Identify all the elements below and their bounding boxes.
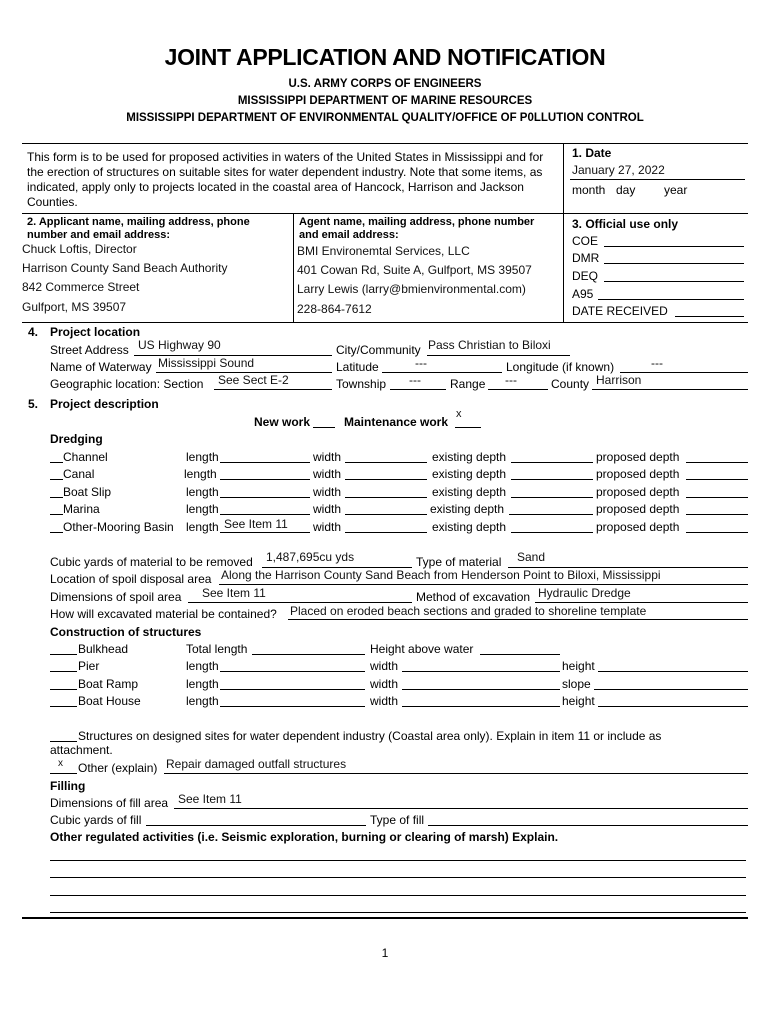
marina-width-label: width bbox=[313, 502, 342, 516]
spoil-location-label: Location of spoil disposal area bbox=[50, 572, 212, 586]
channel-check[interactable] bbox=[50, 462, 63, 463]
applicant-city[interactable]: Gulfport, MS 39507 bbox=[22, 300, 127, 314]
waterway-label: Name of Waterway bbox=[50, 360, 152, 374]
dmr-field[interactable] bbox=[604, 263, 744, 264]
city-label: City/Community bbox=[336, 343, 421, 357]
other-structure-check[interactable] bbox=[50, 773, 77, 774]
section-4-title: Project location bbox=[50, 325, 141, 339]
boat-house-width-label: width bbox=[370, 694, 399, 708]
applicant-top-rule bbox=[22, 213, 748, 214]
applicant-label-1: 2. Applicant name, mailing address, phone bbox=[27, 216, 250, 228]
city-field[interactable] bbox=[427, 355, 570, 356]
boat-ramp-length-label: length bbox=[186, 677, 219, 691]
excavation-method-field[interactable] bbox=[535, 602, 748, 603]
fill-type-label: Type of fill bbox=[370, 813, 425, 827]
a95-field[interactable] bbox=[598, 299, 744, 300]
mooring-basin-length-label: length bbox=[186, 520, 219, 534]
containment-label: How will excavated material be contained? bbox=[50, 607, 277, 621]
agent-label-2: and email address: bbox=[299, 229, 399, 241]
intro-text: This form is to be used for proposed activities in waters of the United States in Mississippi and for the erection of structures on suitable sites for water dependent industry. Note that some items, as indicated, apply only to projects located in the coastal area of Hancock, Harrison and Jackson Counties. bbox=[27, 150, 544, 209]
canal-width-label: width bbox=[313, 467, 342, 481]
other-activities-line-1[interactable] bbox=[50, 860, 746, 861]
bottom-rule bbox=[22, 917, 748, 919]
bulkhead-length-field[interactable] bbox=[252, 654, 365, 655]
mooring-basin-label: Other-Mooring Basin bbox=[63, 520, 174, 534]
township-field[interactable] bbox=[390, 389, 446, 390]
boat-house-height-field[interactable] bbox=[598, 706, 748, 707]
longitude-label: Longitude (if known) bbox=[506, 360, 615, 374]
agent-phone[interactable]: 228-864-7612 bbox=[297, 302, 372, 316]
date-underline bbox=[570, 179, 745, 180]
canal-proposed-depth-label: proposed depth bbox=[596, 467, 680, 481]
boat-slip-width-field[interactable] bbox=[345, 497, 427, 498]
boat-slip-check[interactable] bbox=[50, 497, 63, 498]
street-address-label: Street Address bbox=[50, 343, 129, 357]
mooring-basin-width-label: width bbox=[313, 520, 342, 534]
marina-width-field[interactable] bbox=[345, 514, 427, 515]
waterway-value: Mississippi Sound bbox=[158, 356, 255, 370]
fill-cubic-yards-field[interactable] bbox=[146, 825, 366, 826]
fill-type-field[interactable] bbox=[428, 825, 748, 826]
date-received-label: DATE RECEIVED bbox=[572, 304, 668, 318]
boat-ramp-check[interactable] bbox=[50, 689, 77, 690]
fill-dimensions-field[interactable] bbox=[174, 808, 748, 809]
boat-slip-existing-depth-field[interactable] bbox=[511, 497, 593, 498]
other-structure-label: Other (explain) bbox=[78, 761, 158, 775]
channel-proposed-depth-label: proposed depth bbox=[596, 450, 680, 464]
dmr-label: DMR bbox=[572, 251, 600, 265]
material-type-value: Sand bbox=[517, 550, 546, 564]
canal-label: Canal bbox=[63, 467, 95, 481]
marina-proposed-depth-field[interactable] bbox=[686, 514, 748, 515]
other-activities-line-2[interactable] bbox=[50, 877, 746, 878]
other-structure-mark: x bbox=[58, 758, 63, 769]
other-activities-line-3[interactable] bbox=[50, 895, 746, 896]
applicant-street[interactable]: 842 Commerce Street bbox=[22, 280, 140, 294]
mooring-basin-proposed-depth-field[interactable] bbox=[686, 532, 748, 533]
form-title: JOINT APPLICATION AND NOTIFICATION bbox=[164, 44, 606, 70]
cubic-yards-label: Cubic yards of material to be removed bbox=[50, 555, 253, 569]
pier-height-label: height bbox=[562, 659, 595, 673]
height-above-water-label: Height above water bbox=[370, 642, 474, 656]
marina-existing-depth-label: existing depth bbox=[430, 502, 505, 516]
county-value: Harrison bbox=[596, 373, 642, 387]
boat-house-length-label: length bbox=[186, 694, 219, 708]
canal-length-field[interactable] bbox=[220, 479, 310, 480]
boat-ramp-length-field[interactable] bbox=[220, 689, 365, 690]
boat-house-check[interactable] bbox=[50, 706, 77, 707]
excavation-method-value: Hydraulic Dredge bbox=[538, 586, 631, 600]
date-year-label: year bbox=[664, 183, 688, 197]
county-field[interactable] bbox=[592, 389, 748, 390]
channel-label: Channel bbox=[63, 450, 108, 464]
coe-label: COE bbox=[572, 234, 599, 248]
pier-height-field[interactable] bbox=[598, 671, 748, 672]
channel-length-label: length bbox=[186, 450, 219, 464]
containment-field[interactable] bbox=[288, 619, 748, 620]
marina-length-field[interactable] bbox=[220, 514, 310, 515]
containment-value: Placed on eroded beach sections and graded to shoreline template bbox=[290, 604, 647, 618]
boat-house-length-field[interactable] bbox=[220, 706, 365, 707]
right-column-divider bbox=[563, 143, 564, 323]
channel-width-field[interactable] bbox=[345, 462, 427, 463]
range-label: Range bbox=[450, 377, 486, 391]
city-value: Pass Christian to Biloxi bbox=[428, 338, 551, 352]
agent-label-1: Agent name, mailing address, phone number bbox=[299, 216, 535, 228]
range-field[interactable] bbox=[488, 389, 548, 390]
marina-label: Marina bbox=[63, 502, 100, 516]
township-value: --- bbox=[409, 373, 421, 387]
canal-width-field[interactable] bbox=[345, 479, 427, 480]
material-type-label: Type of material bbox=[416, 555, 502, 569]
cubic-yards-value: 1,487,695cu yds bbox=[266, 550, 355, 564]
section-4-number: 4. bbox=[28, 325, 39, 339]
new-work-field[interactable] bbox=[313, 427, 335, 428]
boat-slip-length-label: length bbox=[186, 485, 219, 499]
latitude-value: --- bbox=[415, 356, 427, 370]
township-label: Township bbox=[336, 377, 387, 391]
fill-cubic-yards-label: Cubic yards of fill bbox=[50, 813, 142, 827]
mooring-basin-check[interactable] bbox=[50, 532, 63, 533]
applicant-bottom-rule bbox=[22, 322, 748, 323]
agency-line-2: MISSISSIPPI DEPARTMENT OF MARINE RESOURCES bbox=[237, 95, 533, 107]
maintenance-work-mark: x bbox=[456, 408, 462, 420]
designed-sites-text-2: attachment. bbox=[50, 743, 113, 757]
height-above-water-field[interactable] bbox=[480, 654, 560, 655]
section-value: See Sect E-2 bbox=[218, 373, 289, 387]
bulkhead-check[interactable] bbox=[50, 654, 77, 655]
longitude-value: --- bbox=[651, 356, 663, 370]
county-label: County bbox=[551, 377, 590, 391]
section-5-number: 5. bbox=[28, 397, 39, 411]
page-number: 1 bbox=[381, 946, 389, 960]
excavation-method-label: Method of excavation bbox=[416, 590, 531, 604]
spoil-dimensions-label: Dimensions of spoil area bbox=[50, 590, 182, 604]
canal-existing-depth-field[interactable] bbox=[511, 479, 593, 480]
pier-width-label: width bbox=[370, 659, 399, 673]
boat-slip-proposed-depth-field[interactable] bbox=[686, 497, 748, 498]
date-month-label: month bbox=[572, 183, 606, 197]
agent-name[interactable]: BMI Environemtal Services, LLC bbox=[297, 244, 470, 258]
applicant-name[interactable]: Chuck Loftis, Director bbox=[22, 242, 137, 256]
fill-dimensions-value: See Item 11 bbox=[178, 792, 242, 806]
section-5-title: Project description bbox=[50, 397, 159, 411]
date-value[interactable]: January 27, 2022 bbox=[572, 163, 665, 177]
applicant-org[interactable]: Harrison County Sand Beach Authority bbox=[22, 261, 228, 275]
maintenance-work-label: Maintenance work bbox=[344, 415, 449, 429]
boat-slip-existing-depth-label: existing depth bbox=[432, 485, 507, 499]
filling-title: Filling bbox=[50, 779, 86, 793]
channel-width-label: width bbox=[313, 450, 342, 464]
pier-check[interactable] bbox=[50, 671, 77, 672]
boat-ramp-label: Boat Ramp bbox=[78, 677, 139, 691]
applicant-label-2: number and email address: bbox=[27, 229, 171, 241]
spoil-location-value: Along the Harrison County Sand Beach from Henderson Point to Biloxi, Mississippi bbox=[221, 568, 661, 582]
mooring-basin-width-field[interactable] bbox=[345, 532, 427, 533]
coe-field[interactable] bbox=[604, 246, 744, 247]
canal-existing-depth-label: existing depth bbox=[432, 467, 507, 481]
applicant-divider bbox=[293, 213, 294, 323]
canal-proposed-depth-field[interactable] bbox=[686, 479, 748, 480]
mooring-basin-length-field[interactable] bbox=[220, 532, 310, 533]
pier-width-field[interactable] bbox=[402, 671, 560, 672]
agency-line-1: U.S. ARMY CORPS OF ENGINEERS bbox=[288, 78, 482, 90]
mooring-basin-existing-depth-field[interactable] bbox=[511, 532, 593, 533]
mooring-basin-proposed-depth-label: proposed depth bbox=[596, 520, 680, 534]
boat-house-height-label: height bbox=[562, 694, 595, 708]
boat-slip-proposed-depth-label: proposed depth bbox=[596, 485, 680, 499]
date-label: 1. Date bbox=[572, 146, 612, 160]
deq-label: DEQ bbox=[572, 269, 599, 283]
pier-label: Pier bbox=[78, 659, 100, 673]
channel-proposed-depth-field[interactable] bbox=[686, 462, 748, 463]
spoil-dimensions-value: See Item 11 bbox=[202, 586, 266, 600]
canal-length-label: length bbox=[184, 467, 217, 481]
latitude-field[interactable] bbox=[382, 372, 502, 373]
date-received-field[interactable] bbox=[675, 316, 744, 317]
street-address-value: US Highway 90 bbox=[138, 338, 221, 352]
latitude-label: Latitude bbox=[336, 360, 379, 374]
range-value: --- bbox=[505, 373, 517, 387]
other-activities-title: Other regulated activities (i.e. Seismic exploration, burning or clearing of marsh) Explain. bbox=[50, 830, 559, 844]
top-rule bbox=[22, 143, 748, 144]
agent-street[interactable]: 401 Cowan Rd, Suite A, Gulfport, MS 39507 bbox=[297, 263, 532, 277]
boat-slip-label: Boat Slip bbox=[63, 485, 112, 499]
boat-slip-length-field[interactable] bbox=[220, 497, 310, 498]
a95-label: A95 bbox=[572, 287, 594, 301]
pier-length-label: length bbox=[186, 659, 219, 673]
other-structure-value: Repair damaged outfall structures bbox=[166, 757, 347, 771]
boat-ramp-width-label: width bbox=[370, 677, 399, 691]
new-work-label: New work bbox=[254, 415, 311, 429]
dredging-title: Dredging bbox=[50, 432, 103, 446]
geo-location-label: Geographic location: Section bbox=[50, 377, 204, 391]
spoil-location-field[interactable] bbox=[219, 584, 748, 585]
marina-proposed-depth-label: proposed depth bbox=[596, 502, 680, 516]
canal-check[interactable] bbox=[50, 479, 63, 480]
other-activities-line-4[interactable] bbox=[50, 912, 746, 913]
section-field[interactable] bbox=[214, 389, 332, 390]
designed-sites-check[interactable] bbox=[50, 741, 77, 742]
boat-house-label: Boat House bbox=[78, 694, 141, 708]
other-structure-field[interactable] bbox=[164, 773, 748, 774]
bulkhead-label: Bulkhead bbox=[78, 642, 129, 656]
mooring-basin-existing-depth-label: existing depth bbox=[432, 520, 507, 534]
marina-check[interactable] bbox=[50, 514, 63, 515]
deq-field[interactable] bbox=[604, 281, 744, 282]
boat-ramp-slope-field[interactable] bbox=[594, 689, 748, 690]
mooring-basin-length-value: See Item 11 bbox=[224, 517, 288, 531]
boat-ramp-width-field[interactable] bbox=[402, 689, 560, 690]
marina-existing-depth-field[interactable] bbox=[509, 514, 593, 515]
pier-length-field[interactable] bbox=[220, 671, 365, 672]
channel-length-field[interactable] bbox=[220, 462, 310, 463]
total-length-label: Total length bbox=[186, 642, 248, 656]
fill-dimensions-label: Dimensions of fill area bbox=[50, 796, 169, 810]
official-use-label: 3. Official use only bbox=[572, 217, 679, 231]
boat-slip-width-label: width bbox=[313, 485, 342, 499]
date-day-label: day bbox=[616, 183, 636, 197]
maintenance-work-field[interactable] bbox=[455, 427, 481, 428]
channel-existing-depth-field[interactable] bbox=[511, 462, 593, 463]
agent-contact[interactable]: Larry Lewis (larry@bmienvironmental.com) bbox=[297, 282, 526, 296]
boat-ramp-slope-label: slope bbox=[562, 677, 591, 691]
spoil-dimensions-field[interactable] bbox=[188, 602, 412, 603]
agency-line-3: MISSISSIPPI DEPARTMENT OF ENVIRONMENTAL QUALITY/OFFICE OF P0LLUTION CONTROL bbox=[126, 112, 644, 124]
channel-existing-depth-label: existing depth bbox=[432, 450, 507, 464]
marina-length-label: length bbox=[186, 502, 219, 516]
boat-house-width-field[interactable] bbox=[402, 706, 560, 707]
designed-sites-text: Structures on designed sites for water dependent industry (Coastal area only). Explain in item 11 or include as bbox=[78, 729, 662, 743]
structures-title: Construction of structures bbox=[50, 625, 202, 639]
